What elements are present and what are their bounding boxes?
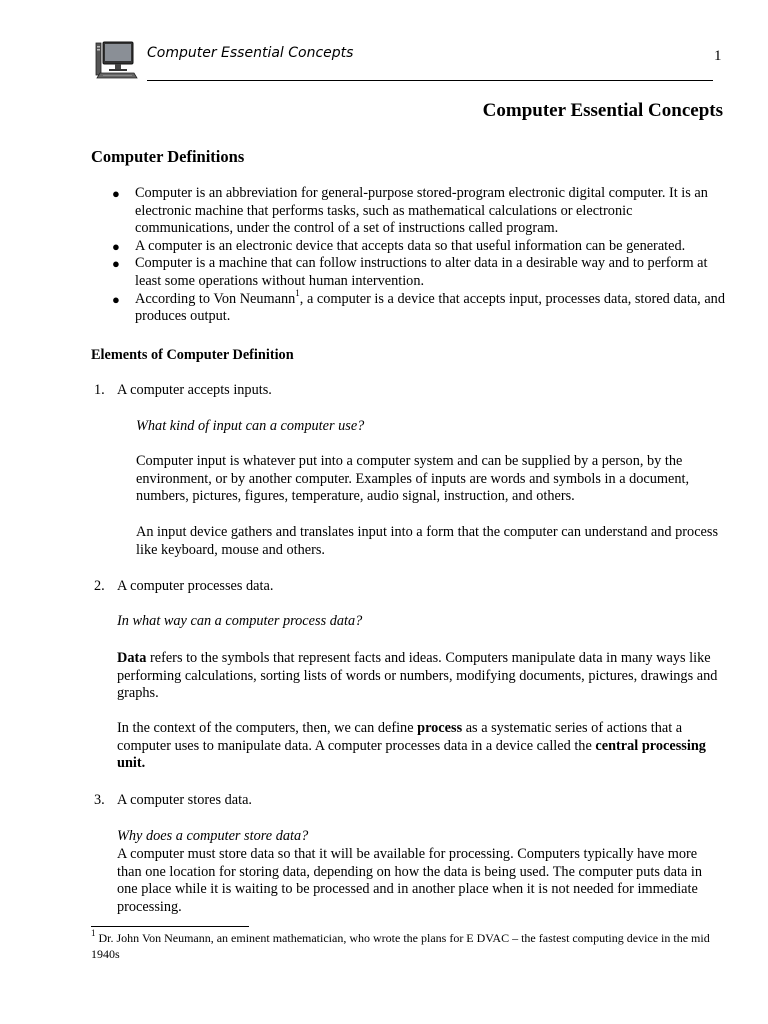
item-paragraph: An input device gathers and translates input into a form that the computer can understand and process like keyboard, mouse and others.: [136, 524, 719, 558]
item-paragraph: Computer input is whatever put into a computer system and can be supplied by a person, by the environment, or by another computer. Examples of inputs are words and symbols in a document, numbers, pictures, figures, temperature, audio signal, instruction, and others.: [136, 453, 690, 505]
bullet-icon: ●: [112, 291, 120, 307]
item-paragraph: A computer must store data so that it will be available for processing. Computers typically have more than one location for storing data, depending on how the data is being used. The computer puts data in one place while it is waiting to be processed and in another place when it is not needed for immediate processing.: [117, 846, 702, 915]
item-label: A computer processes data.: [117, 578, 274, 594]
elements-heading: Elements of Computer Definition: [91, 347, 294, 363]
footnote-text: Dr. John Von Neumann, an eminent mathematician, who wrote the plans for E DVAC – the fastest computing device in the mid 1940s: [91, 931, 710, 961]
bold-term: Data: [117, 650, 147, 666]
item-label: A computer accepts inputs.: [117, 382, 272, 398]
item-paragraph: [117, 650, 729, 703]
list-item-text: Computer is an abbreviation for general-purpose stored-program electronic digital computer. It is an electronic machine that performs tasks, such as mathematical calculations or electronic communications, under the control of a set of instructions called program.: [135, 185, 708, 237]
bold-term: central processing unit.: [117, 737, 706, 772]
item-question: Why does a computer store data?: [117, 828, 309, 844]
list-item: [90, 255, 726, 290]
list-item-text: , a computer is a device that accepts input, processes data, stored data, and produces output.: [135, 290, 725, 325]
paragraph-text: as a systematic series of actions that a computer uses to manipulate data. A computer processes data in a device called the: [117, 720, 683, 754]
header-title: Computer Essential Concepts: [147, 45, 354, 61]
footnote: [91, 930, 723, 962]
item-question: What kind of input can a computer use?: [136, 418, 365, 434]
item-question: In what way can a computer process data?: [117, 613, 363, 629]
definition-list: [90, 185, 726, 326]
footnote-rule: [91, 926, 249, 927]
bullet-icon: ●: [112, 186, 120, 201]
computer-icon: [94, 40, 138, 80]
footnote-ref: 1: [295, 287, 300, 298]
item-label: A computer stores data.: [117, 792, 252, 808]
document-title: Computer Essential Concepts: [482, 100, 723, 121]
bullet-icon: ●: [112, 238, 120, 254]
item-number: 1.: [94, 382, 105, 398]
item-number: 2.: [94, 578, 105, 594]
list-item-text: A computer is an electronic device that accepts data so that useful information can be generated.: [135, 237, 686, 254]
list-item: [90, 238, 726, 256]
list-item: [90, 287, 726, 326]
paragraph-text: refers to the symbols that represent facts and ideas. Computers manipulate data in many ways like performing calculations, sorting lists of words or numbers, modifying documents, pictures, drawings and graphs.: [117, 650, 718, 702]
bold-term: process: [417, 720, 463, 736]
footnote-marker: 1: [91, 928, 96, 938]
page-number: 1: [714, 48, 722, 64]
list-item-text: According to Von Neumann: [135, 290, 296, 307]
list-item-text: Computer is a machine that can follow instructions to alter data in a desirable way and to perform at least some operations without human intervention.: [135, 255, 708, 289]
item-number: 3.: [94, 792, 105, 808]
header-rule: [147, 80, 713, 81]
bullet-icon: ●: [112, 256, 120, 272]
paragraph-text: In the context of the computers, then, we can define: [117, 720, 418, 736]
list-item: [90, 185, 726, 238]
item-paragraph: [117, 720, 729, 773]
section-heading: Computer Definitions: [91, 147, 245, 166]
